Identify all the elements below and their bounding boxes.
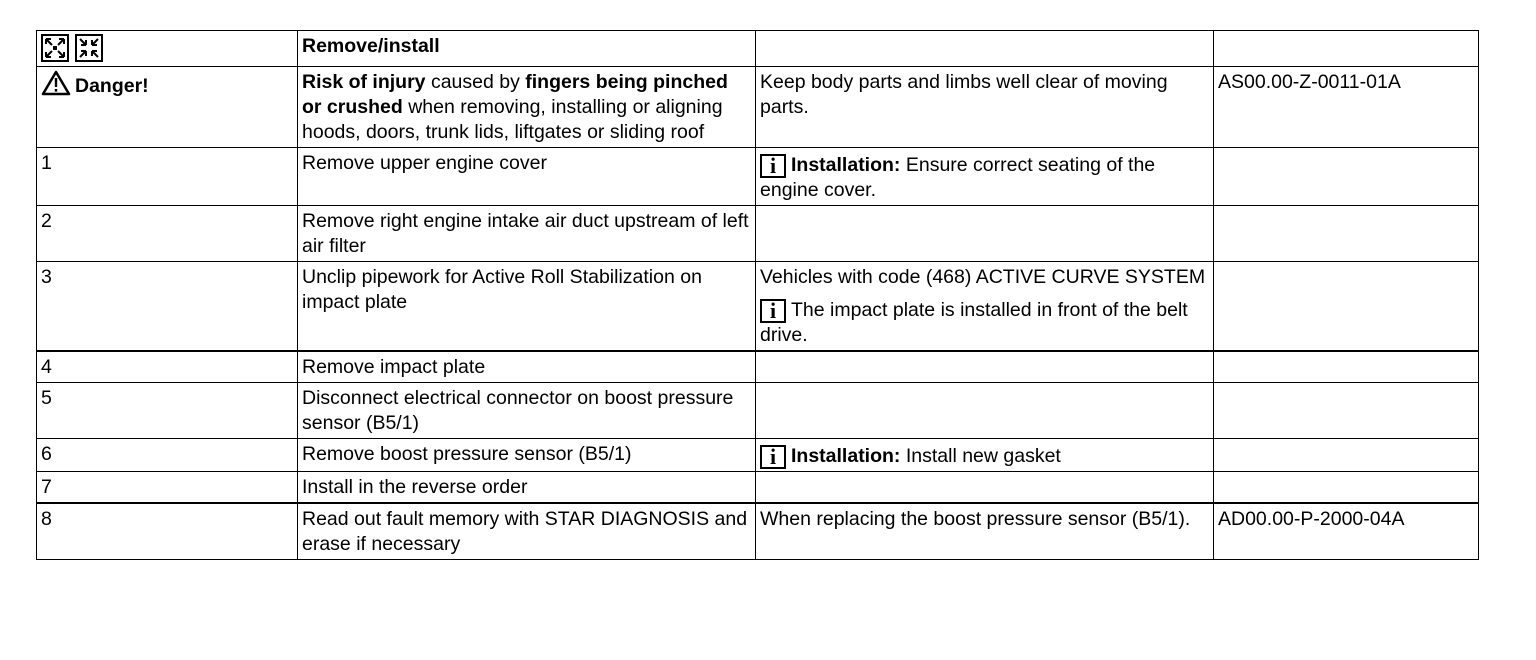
step-ref: AD00.00-P-2000-04A <box>1214 503 1479 560</box>
procedure-table <box>36 30 1479 560</box>
warning-triangle-icon <box>41 70 71 103</box>
step-note-text: Install new gasket <box>900 445 1061 467</box>
step-action: Read out fault memory with STAR DIAGNOSIS and erase if necessary <box>298 503 756 560</box>
step-row <box>37 262 1479 352</box>
step-action: Unclip pipework for Active Roll Stabilization on impact plate <box>298 262 756 352</box>
step-number: 8 <box>37 503 298 560</box>
step-note <box>756 148 1214 206</box>
danger-ref: AS00.00-Z-0011-01A <box>1214 67 1479 148</box>
header-row <box>37 31 1479 67</box>
header-empty-4 <box>1214 31 1479 67</box>
step-ref <box>1214 383 1479 439</box>
step-row <box>37 206 1479 262</box>
step-number: 4 <box>37 351 298 383</box>
step-note: When replacing the boost pressure sensor (B5/1). <box>756 503 1214 560</box>
danger-label: Danger! <box>75 75 149 97</box>
step-ref <box>1214 472 1479 504</box>
step-note-info <box>760 298 1209 348</box>
header-empty-3 <box>756 31 1214 67</box>
step-note <box>756 472 1214 504</box>
step-note <box>756 262 1214 352</box>
danger-risk-cell <box>298 67 756 148</box>
step-row <box>37 503 1479 560</box>
info-icon: i <box>760 445 786 469</box>
danger-risk-bold-2: fingers being pinched or crushed <box>302 71 728 118</box>
step-note <box>756 439 1214 472</box>
step-ref <box>1214 262 1479 352</box>
step-note-text: Ensure correct seating of the engine cover. <box>760 154 1156 201</box>
danger-label-cell <box>37 67 298 148</box>
header-icons-cell <box>37 31 298 67</box>
step-row <box>37 383 1479 439</box>
step-action: Install in the reverse order <box>298 472 756 504</box>
step-action: Remove right engine intake air duct upstream of left air filter <box>298 206 756 262</box>
remove-icon <box>41 34 69 62</box>
header-title-text: Remove/install <box>302 35 440 57</box>
danger-risk-text-2: when removing, installing or aligning hoods, doors, trunk lids, liftgates or sliding roof <box>302 96 723 143</box>
installation-label: Installation: <box>791 154 901 176</box>
step-number: 5 <box>37 383 298 439</box>
step-ref <box>1214 439 1479 472</box>
info-icon: i <box>760 299 786 323</box>
step-number: 3 <box>37 262 298 352</box>
installation-label: Installation: <box>791 445 901 467</box>
step-note <box>756 206 1214 262</box>
step-number: 6 <box>37 439 298 472</box>
info-icon: i <box>760 154 786 178</box>
install-icon <box>75 34 103 62</box>
step-number: 7 <box>37 472 298 504</box>
step-row <box>37 351 1479 383</box>
header-title <box>298 31 756 67</box>
step-number: 1 <box>37 148 298 206</box>
step-action: Remove impact plate <box>298 351 756 383</box>
step-action: Remove upper engine cover <box>298 148 756 206</box>
step-note <box>756 351 1214 383</box>
danger-measure: Keep body parts and limbs well clear of moving parts. <box>756 67 1214 148</box>
step-row <box>37 439 1479 472</box>
step-ref <box>1214 148 1479 206</box>
step-number: 2 <box>37 206 298 262</box>
step-row <box>37 472 1479 504</box>
step-note-pre: Vehicles with code (468) ACTIVE CURVE SYSTEM <box>760 266 1206 288</box>
step-note <box>756 383 1214 439</box>
danger-risk-text-1: caused by <box>425 71 526 93</box>
danger-risk-bold-1: Risk of injury <box>302 71 426 93</box>
step-action: Remove boost pressure sensor (B5/1) <box>298 439 756 472</box>
step-ref <box>1214 206 1479 262</box>
danger-row <box>37 67 1479 148</box>
step-note-text: The impact plate is installed in front of the belt drive. <box>760 299 1188 346</box>
step-action: Disconnect electrical connector on boost pressure sensor (B5/1) <box>298 383 756 439</box>
step-row <box>37 148 1479 206</box>
step-ref <box>1214 351 1479 383</box>
